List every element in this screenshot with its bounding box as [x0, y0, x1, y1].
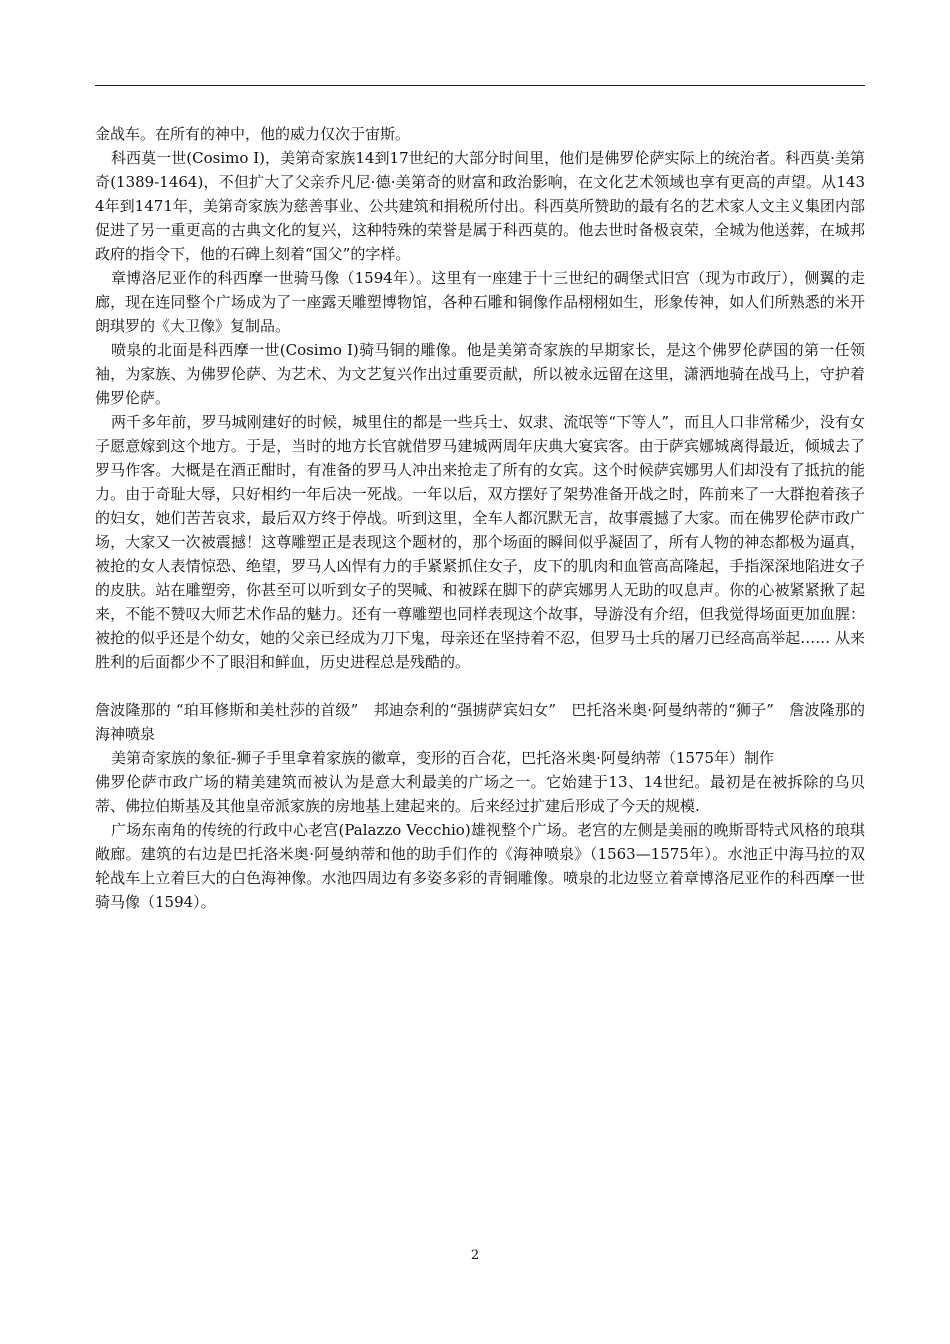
header-rule [95, 85, 865, 86]
paragraph-cosimo: 科西莫一世(Cosimo I)，美第奇家族14到17世纪的大部分时间里，他们是佛罗伦萨实际上的统治者。科西莫·美第奇(1389-1464)，不但扩大了父亲乔凡尼·德·美第奇的财富和政治影响，在文化艺术领域也享有更高的声望。从1434年到1471年，美第奇家族为慈善事业、公共建筑和捐税所付出。科西莫所赞助的最有名的艺术家人文主义集团内部促进了另一重更高的古典文化的复兴，这种特殊的荣誉是属于科西莫的。他去世时备极哀荣，全城为他送葬，在城邦政府的指令下，他的石碑上刻着“国父”的字样。 [95, 149, 865, 263]
document-body [95, 122, 865, 914]
paragraph-continuation: 金战车。在所有的神中，他的威力仅次于宙斯。 [95, 125, 411, 143]
paragraph-fountain-north: 喷泉的北面是科西摩一世(Cosimo I)骑马铜的雕像。他是美第奇家族的早期家长，是这个佛罗伦萨国的第一任领袖，为家族、为佛罗伦萨、为艺术、为文艺复兴作出过重要贡献，所以被永远留在这里，潇洒地骑在战马上，守护着佛罗伦萨。 [95, 341, 865, 407]
paragraph-piazza: 佛罗伦萨市政广场的精美建筑而被认为是意大利最美的广场之一。它始建于13、14世纪。最初是在被拆除的乌贝蒂、佛拉伯斯基及其他皇帝派家族的房地基上建起来的。后来经过扩建后形成了今天的规模. [95, 773, 865, 815]
paragraph-sabine-story: 两千多年前，罗马城刚建好的时候，城里住的都是一些兵士、奴隶、流氓等“下等人”，而且人口非常稀少，没有女子愿意嫁到这个地方。于是，当时的地方长官就借罗马建城两周年庆典大宴宾客。由于萨宾娜城离得最近，倾城去了罗马作客。大概是在酒正酣时，有准备的罗马人冲出来抢走了所有的女宾。这个时候萨宾娜男人们却没有了抵抗的能力。由于奇耻大辱，只好相约一年后决一死战。一年以后，双方摆好了架势准备开战之时，阵前来了一大群抱着孩子的妇女，她们苦苦哀求，最后双方终于停战。听到这里，全车人都沉默无言，故事震撼了大家。而在佛罗伦萨市政广场，大家又一次被震撼！这尊雕塑正是表现这个题材的，那个场面的瞬间似乎凝固了，所有人物的神态都极为逼真，被抢的女人表情惊恐、绝望，罗马人凶悍有力的手紧紧抓住女子，皮下的肌肉和血管高高隆起，手指深深地陷进女子的皮肤。站在雕塑旁，你甚至可以听到女子的哭喊、和被踩在脚下的萨宾娜男人无助的叹息声。你的心被紧紧揪了起来，不能不赞叹大师艺术作品的魅力。还有一尊雕塑也同样表现这个故事，导游没有介绍，但我觉得场面更加血腥：被抢的似乎还是个幼女，她的父亲已经成为刀下鬼，母亲还在坚持着不忍，但罗马士兵的屠刀已经高高举起…… 从来胜利的后面都少不了眼泪和鲜血，历史进程总是残酷的。 [95, 413, 865, 671]
paragraph-lion-symbol: 美第奇家族的象征-狮子手里拿着家族的徽章，变形的百合花，巴托洛米奥·阿曼纳蒂（1575年）制作 [111, 749, 775, 767]
paragraph-equestrian-statue: 章博洛尼亚作的科西摩一世骑马像（1594年）。这里有一座建于十三世纪的碉堡式旧宫（现为市政厅），侧翼的走廊，现在连同整个广场成为了一座露天雕塑博物馆，各种石雕和铜像作品栩栩如生，形象传神，如人们所熟悉的米开朗琪罗的《大卫像》复制品。 [95, 269, 865, 335]
page-number: 2 [470, 1248, 480, 1263]
paragraph-palazzo-vecchio: 广场东南角的传统的行政中心老宫(Palazzo Vecchio)雄视整个广场。老宫的左侧是美丽的晚斯哥特式风格的琅琪敞廊。建筑的右边是巴托洛米奥·阿曼纳蒂和他的助手们作的《海神喷泉》（1563—1575年）。水池正中海马拉的双轮战车上立着巨大的白色海神像。水池四周边有多姿多彩的青铜雕像。喷泉的北边竖立着章博洛尼亚作的科西摩一世骑马像（1594）。 [95, 821, 865, 911]
sculpture-captions: 詹波隆那的 “珀耳修斯和美杜莎的首级” 邦迪奈利的“强掳萨宾妇女” 巴托洛米奥·阿曼纳蒂的“狮子” 詹波隆那的海神喷泉 [95, 701, 865, 743]
